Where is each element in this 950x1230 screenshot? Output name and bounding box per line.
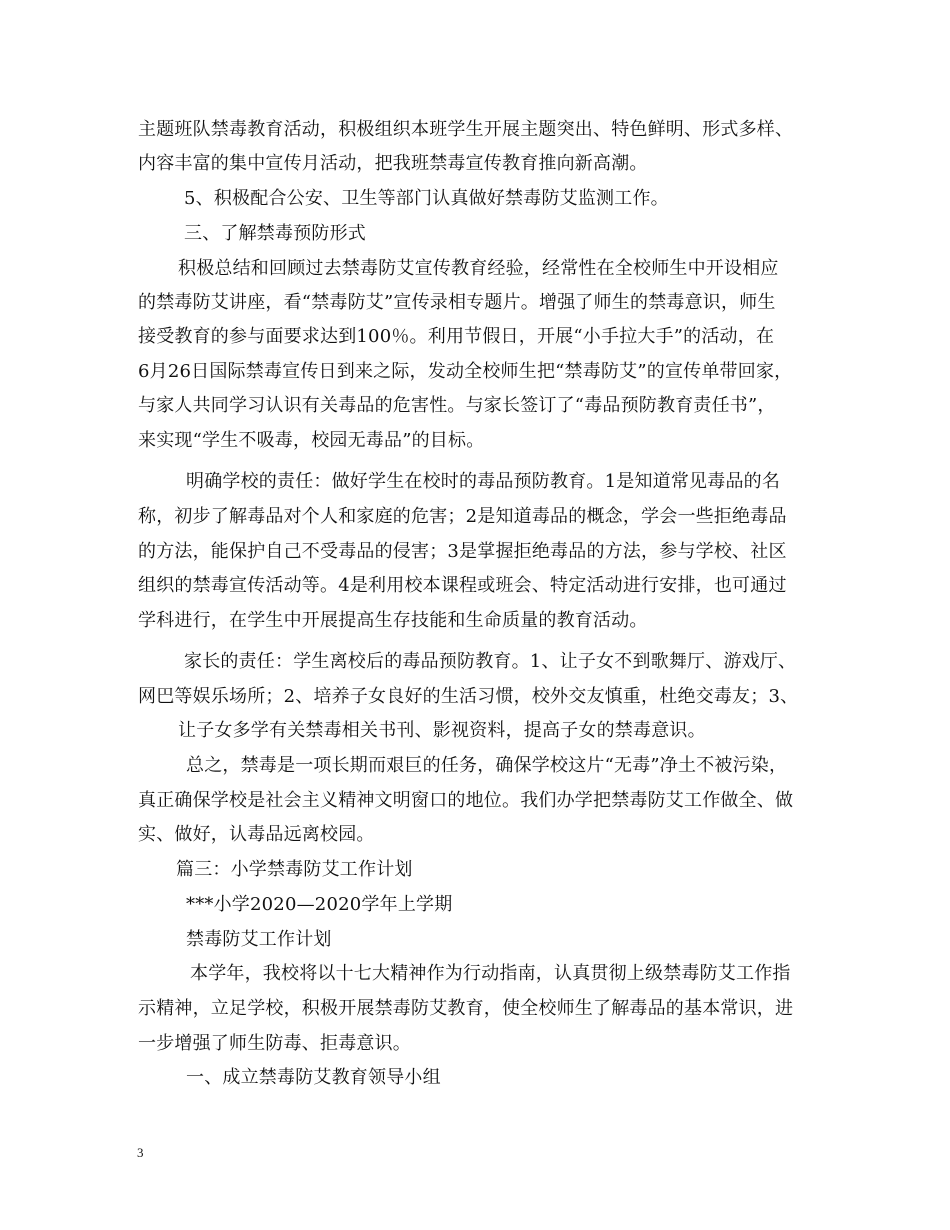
- text-line: 组织的禁毒宣传活动等。4是利用校本课程或班会、特定活动进行安排，也可通过: [138, 575, 787, 596]
- page-number: 3: [137, 1145, 144, 1160]
- text-line: 称，初步了解毒品对个人和家庭的危害；2是知道毒品的概念，学会一些拒绝毒品: [138, 506, 787, 527]
- text-line: 学科进行，在学生中开展提高生存技能和生命质量的教育活动。: [138, 610, 648, 631]
- text-line: 一步增强了师生防毒、拒毒意识。: [138, 1033, 411, 1054]
- text-line: 让子女多学有关禁毒相关书刊、影视资料，提高子女的禁毒意识。: [178, 720, 706, 741]
- text-line: 5、积极配合公安、卫生等部门认真做好禁毒防艾监测工作。: [184, 188, 669, 209]
- text-line: 家长的责任：学生离校后的毒品预防教育。1、让子女不到歌舞厅、游戏厅、: [184, 651, 797, 672]
- section-heading: 三、了解禁毒预防形式: [184, 223, 366, 244]
- text-line: 明确学校的责任：做好学生在校时的毒品预防教育。1是知道常见毒品的名: [186, 471, 781, 492]
- text-line: 本学年，我校将以十七大精神作为行动指南，认真贯彻上级禁毒防艾工作指: [190, 963, 791, 984]
- text-line: 积极总结和回顾过去禁毒防艾宣传教育经验，经常性在全校师生中开设相应: [178, 258, 779, 279]
- section-heading: 一、成立禁毒防艾教育领导小组: [186, 1067, 441, 1088]
- text-line: 与家人共同学习认识有关毒品的危害性。与家长签订了“毒品预防教育责任书”，: [138, 395, 776, 416]
- text-line: 6月26日国际禁毒宣传日到来之际，发动全校师生把“禁毒防艾”的宣传单带回家，: [138, 361, 793, 382]
- text-line: 的禁毒防艾讲座，看“禁毒防艾”宣传录相专题片。增强了师生的禁毒意识，师生: [138, 292, 776, 313]
- text-line: 接受教育的参与面要求达到100％。利用节假日，开展“小手拉大手”的活动，在: [138, 326, 775, 347]
- text-line: 网巴等娱乐场所；2、培养子女良好的生活习惯，校外交友慎重，杜绝交毒友；3、: [138, 686, 799, 707]
- text-line: ***小学2020—2020学年上学期: [186, 894, 453, 915]
- section-heading: 禁毒防艾工作计划: [186, 929, 332, 950]
- text-line: 内容丰富的集中宣传月活动，把我班禁毒宣传教育推向新高潮。: [138, 153, 648, 174]
- section-heading: 篇三：小学禁毒防艾工作计划: [176, 859, 413, 880]
- text-line: 示精神，立足学校，积极开展禁毒防艾教育，使全校师生了解毒品的基本常识，进: [138, 998, 794, 1019]
- text-line: 的方法，能保护自己不受毒品的侵害；3是掌握拒绝毒品的方法，参与学校、社区: [138, 541, 787, 562]
- text-line: 来实现“学生不吸毒，校园无毒品”的目标。: [138, 430, 485, 451]
- text-line: 实、做好，认毒品远离校园。: [138, 824, 375, 845]
- text-line: 主题班队禁毒教育活动，积极组织本班学生开展主题突出、特色鲜明、形式多样、: [138, 119, 794, 140]
- text-line: 总之，禁毒是一项长期而艰巨的任务，确保学校这片“无毒”净土不被污染，: [186, 755, 788, 776]
- text-line: 真正确保学校是社会主义精神文明窗口的地位。我们办学把禁毒防艾工作做全、做: [138, 790, 794, 811]
